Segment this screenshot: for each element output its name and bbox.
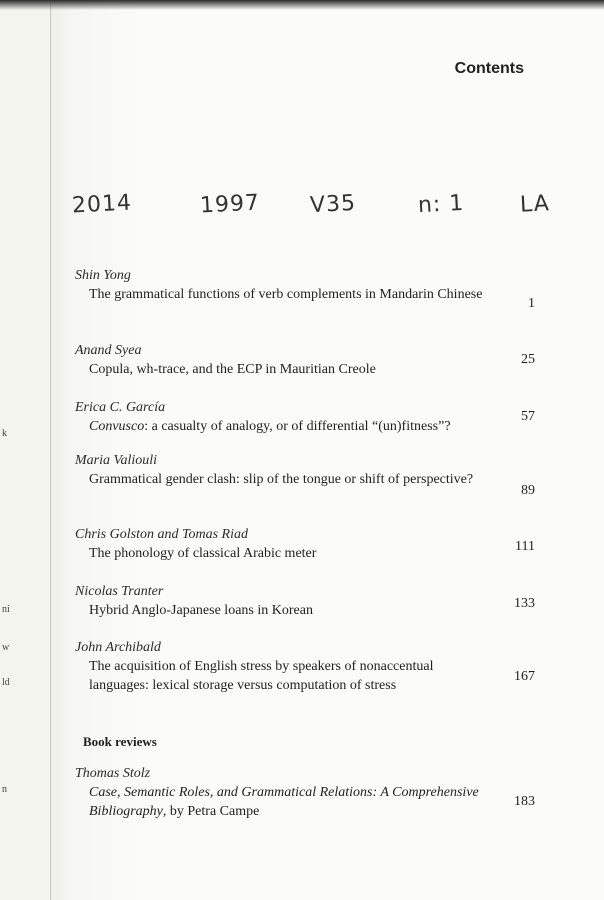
toc-entry bbox=[75, 525, 545, 563]
entry-title: The grammatical functions of verb complements in Mandarin Chinese bbox=[89, 287, 483, 302]
entry-title: Copula, wh-trace, and the ECP in Mauritian Creole bbox=[89, 362, 376, 377]
review-entry bbox=[75, 764, 545, 821]
margin-char: w bbox=[2, 642, 10, 653]
margin-char: k bbox=[2, 428, 7, 439]
entry-author: John Archibald bbox=[75, 640, 161, 655]
entry-author: Nicolas Tranter bbox=[75, 584, 164, 599]
toc-entry bbox=[75, 582, 545, 620]
entry-title-rest: : a casualty of analogy, or of differential “(un)fitness”? bbox=[144, 419, 451, 434]
entry-author: Shin Yong bbox=[75, 268, 131, 283]
entry-author: Maria Valiouli bbox=[75, 453, 158, 468]
entry-author: Chris Golston and Tomas Riad bbox=[75, 527, 248, 542]
top-shadow bbox=[0, 0, 604, 10]
toc-entry bbox=[75, 266, 545, 311]
handwritten-volume: V35 bbox=[309, 190, 357, 219]
margin-char: ld bbox=[2, 677, 10, 688]
entry-author: Erica C. García bbox=[75, 400, 166, 415]
handwritten-year-b: 1997 bbox=[199, 190, 261, 219]
entry-title: Grammatical gender clash: slip of the tongue or shift of perspective? bbox=[89, 472, 474, 487]
entry-title bbox=[89, 417, 489, 436]
toc-entry bbox=[75, 398, 545, 436]
margin-char: ni bbox=[2, 604, 10, 615]
page-title: Contents bbox=[454, 60, 524, 77]
handwritten-year-a: 2014 bbox=[71, 190, 133, 219]
handwritten-initials: LA bbox=[519, 191, 551, 218]
entry-page: 89 bbox=[521, 483, 535, 498]
review-author: Thomas Stolz bbox=[75, 766, 151, 781]
adjacent-page-strip bbox=[0, 0, 51, 900]
toc-entry bbox=[75, 451, 545, 498]
review-title bbox=[89, 783, 489, 821]
entry-page: 111 bbox=[515, 539, 535, 554]
entry-page: 133 bbox=[514, 596, 535, 611]
handwritten-number: n: 1 bbox=[417, 190, 465, 219]
review-page: 183 bbox=[514, 794, 535, 809]
review-title-rest: , by Petra Campe bbox=[162, 804, 260, 819]
entry-title: The phonology of classical Arabic meter bbox=[89, 546, 317, 561]
entry-title-italic: Convusco bbox=[89, 419, 145, 434]
toc-entry bbox=[75, 638, 545, 695]
entry-title: Hybrid Anglo-Japanese loans in Korean bbox=[89, 603, 313, 618]
entry-page: 1 bbox=[528, 296, 535, 311]
toc-entry bbox=[75, 341, 545, 379]
review-title-italic: Case, Semantic Roles, and Grammatical Relations: A Comprehensive Bibliography bbox=[89, 785, 479, 819]
entry-page: 25 bbox=[521, 352, 535, 367]
entry-title: The acquisition of English stress by speakers of nonaccentual languages: lexical storage versus computation of stress bbox=[89, 659, 434, 693]
entry-author: Anand Syea bbox=[75, 343, 142, 358]
book-reviews-heading: Book reviews bbox=[83, 734, 157, 749]
margin-char: n bbox=[2, 784, 7, 795]
entry-page: 57 bbox=[521, 409, 535, 424]
entry-page: 167 bbox=[514, 669, 535, 684]
